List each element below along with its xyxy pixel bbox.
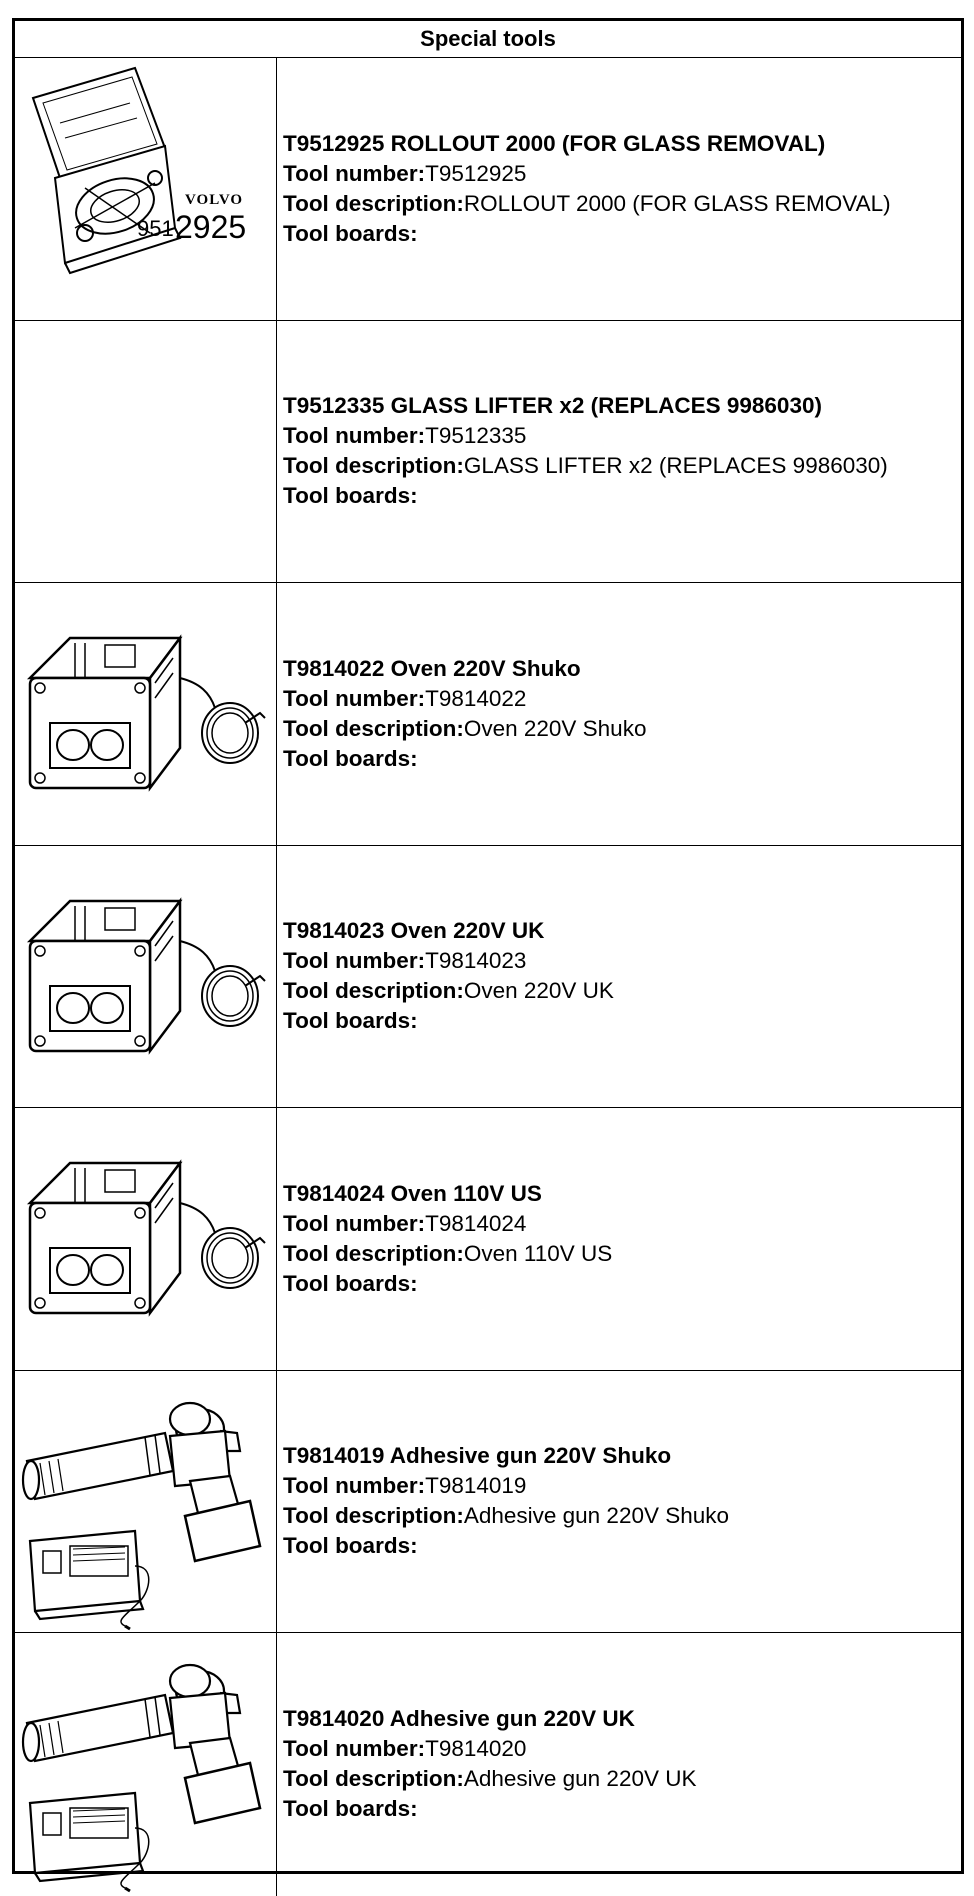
tool-description-label: Tool description: [283, 1240, 464, 1266]
tool-boards-label: Tool boards: [283, 1796, 418, 1822]
tool-title: T9814023 Oven 220V UK [283, 918, 545, 944]
tool-boards-label: Tool boards: [283, 220, 418, 246]
tool-info [277, 583, 961, 845]
table-row [15, 846, 961, 1109]
table-title: Special tools [420, 26, 556, 51]
tool-description-value: Adhesive gun 220V UK [463, 1766, 697, 1792]
tool-info [277, 1108, 961, 1370]
tool-number-value: T9512925 [425, 160, 527, 186]
adhesive-gun-icon [15, 1371, 275, 1631]
tool-number-label: Tool number: [283, 1736, 426, 1762]
table-row [15, 1633, 961, 1896]
oven-icon [15, 846, 275, 1106]
tool-number-value: T9814024 [425, 1210, 527, 1236]
tool-description-value: Oven 220V Shuko [463, 715, 647, 741]
tool-number-value: T9814019 [425, 1473, 527, 1499]
tool-description-label: Tool description: [283, 1766, 464, 1792]
tool-image-cell [15, 1108, 277, 1370]
tool-image-cell [15, 1371, 277, 1633]
tool-number-label: Tool number: [283, 1210, 426, 1236]
tool-number-label: Tool number: [283, 948, 426, 974]
tool-description-label: Tool description: [283, 453, 464, 479]
tool-boards-label: Tool boards: [283, 1533, 418, 1559]
tool-boards-label: Tool boards: [283, 483, 418, 509]
tool-info [277, 321, 961, 583]
table-row [15, 1108, 961, 1371]
tool-description-label: Tool description: [283, 1503, 464, 1529]
tool-description-value: GLASS LIFTER x2 (REPLACES 9986030) [463, 453, 888, 479]
tool-boards-label: Tool boards: [283, 745, 418, 771]
tool-image-cell [15, 58, 277, 320]
tool-title: T9814022 Oven 220V Shuko [283, 655, 581, 681]
tool-title: T9512925 ROLLOUT 2000 (FOR GLASS REMOVAL) [283, 130, 826, 156]
tool-image-cell [15, 1633, 277, 1896]
tool-number-value: T9814023 [425, 948, 527, 974]
tool-case-icon [15, 58, 275, 318]
tool-description-value: Oven 110V US [463, 1240, 613, 1266]
tool-title: T9814019 Adhesive gun 220V Shuko [283, 1443, 672, 1469]
tool-number-value: T9512335 [425, 423, 527, 449]
tool-info [277, 846, 961, 1108]
special-tools-table [12, 18, 964, 1874]
part-number-prefix: 951 [137, 216, 174, 241]
tool-title: T9512335 GLASS LIFTER x2 (REPLACES 9986030) [283, 393, 822, 419]
tool-boards-label: Tool boards: [283, 1270, 418, 1296]
tool-number-label: Tool number: [283, 423, 426, 449]
part-number-suffix: 2925 [175, 209, 247, 245]
tool-description-label: Tool description: [283, 190, 464, 216]
tool-info [277, 1633, 961, 1896]
tool-image-cell [15, 321, 277, 583]
tool-number-label: Tool number: [283, 1473, 426, 1499]
tool-number-value: T9814020 [425, 1736, 527, 1762]
table-row [15, 58, 961, 321]
table-row [15, 1371, 961, 1634]
tool-description-value: ROLLOUT 2000 (FOR GLASS REMOVAL) [463, 190, 891, 216]
tool-title: T9814024 Oven 110V US [283, 1180, 542, 1206]
oven-icon [15, 1108, 275, 1368]
tool-description-label: Tool description: [283, 715, 464, 741]
tool-number-value: T9814022 [425, 685, 527, 711]
oven-icon [15, 583, 275, 843]
tool-description-value: Adhesive gun 220V Shuko [463, 1503, 730, 1529]
table-row [15, 583, 961, 846]
tool-image-cell [15, 583, 277, 845]
tool-number-label: Tool number: [283, 160, 426, 186]
tool-description-value: Oven 220V UK [463, 978, 614, 1004]
brand-label: VOLVO [185, 192, 244, 208]
table-row [15, 321, 961, 584]
tool-image-cell [15, 846, 277, 1108]
adhesive-gun-icon [15, 1633, 275, 1893]
tool-info [277, 58, 961, 320]
tool-number-label: Tool number: [283, 685, 426, 711]
tool-info [277, 1371, 961, 1633]
table-header [15, 21, 961, 58]
tool-boards-label: Tool boards: [283, 1008, 418, 1034]
tool-description-label: Tool description: [283, 978, 464, 1004]
tool-title: T9814020 Adhesive gun 220V UK [283, 1706, 635, 1732]
